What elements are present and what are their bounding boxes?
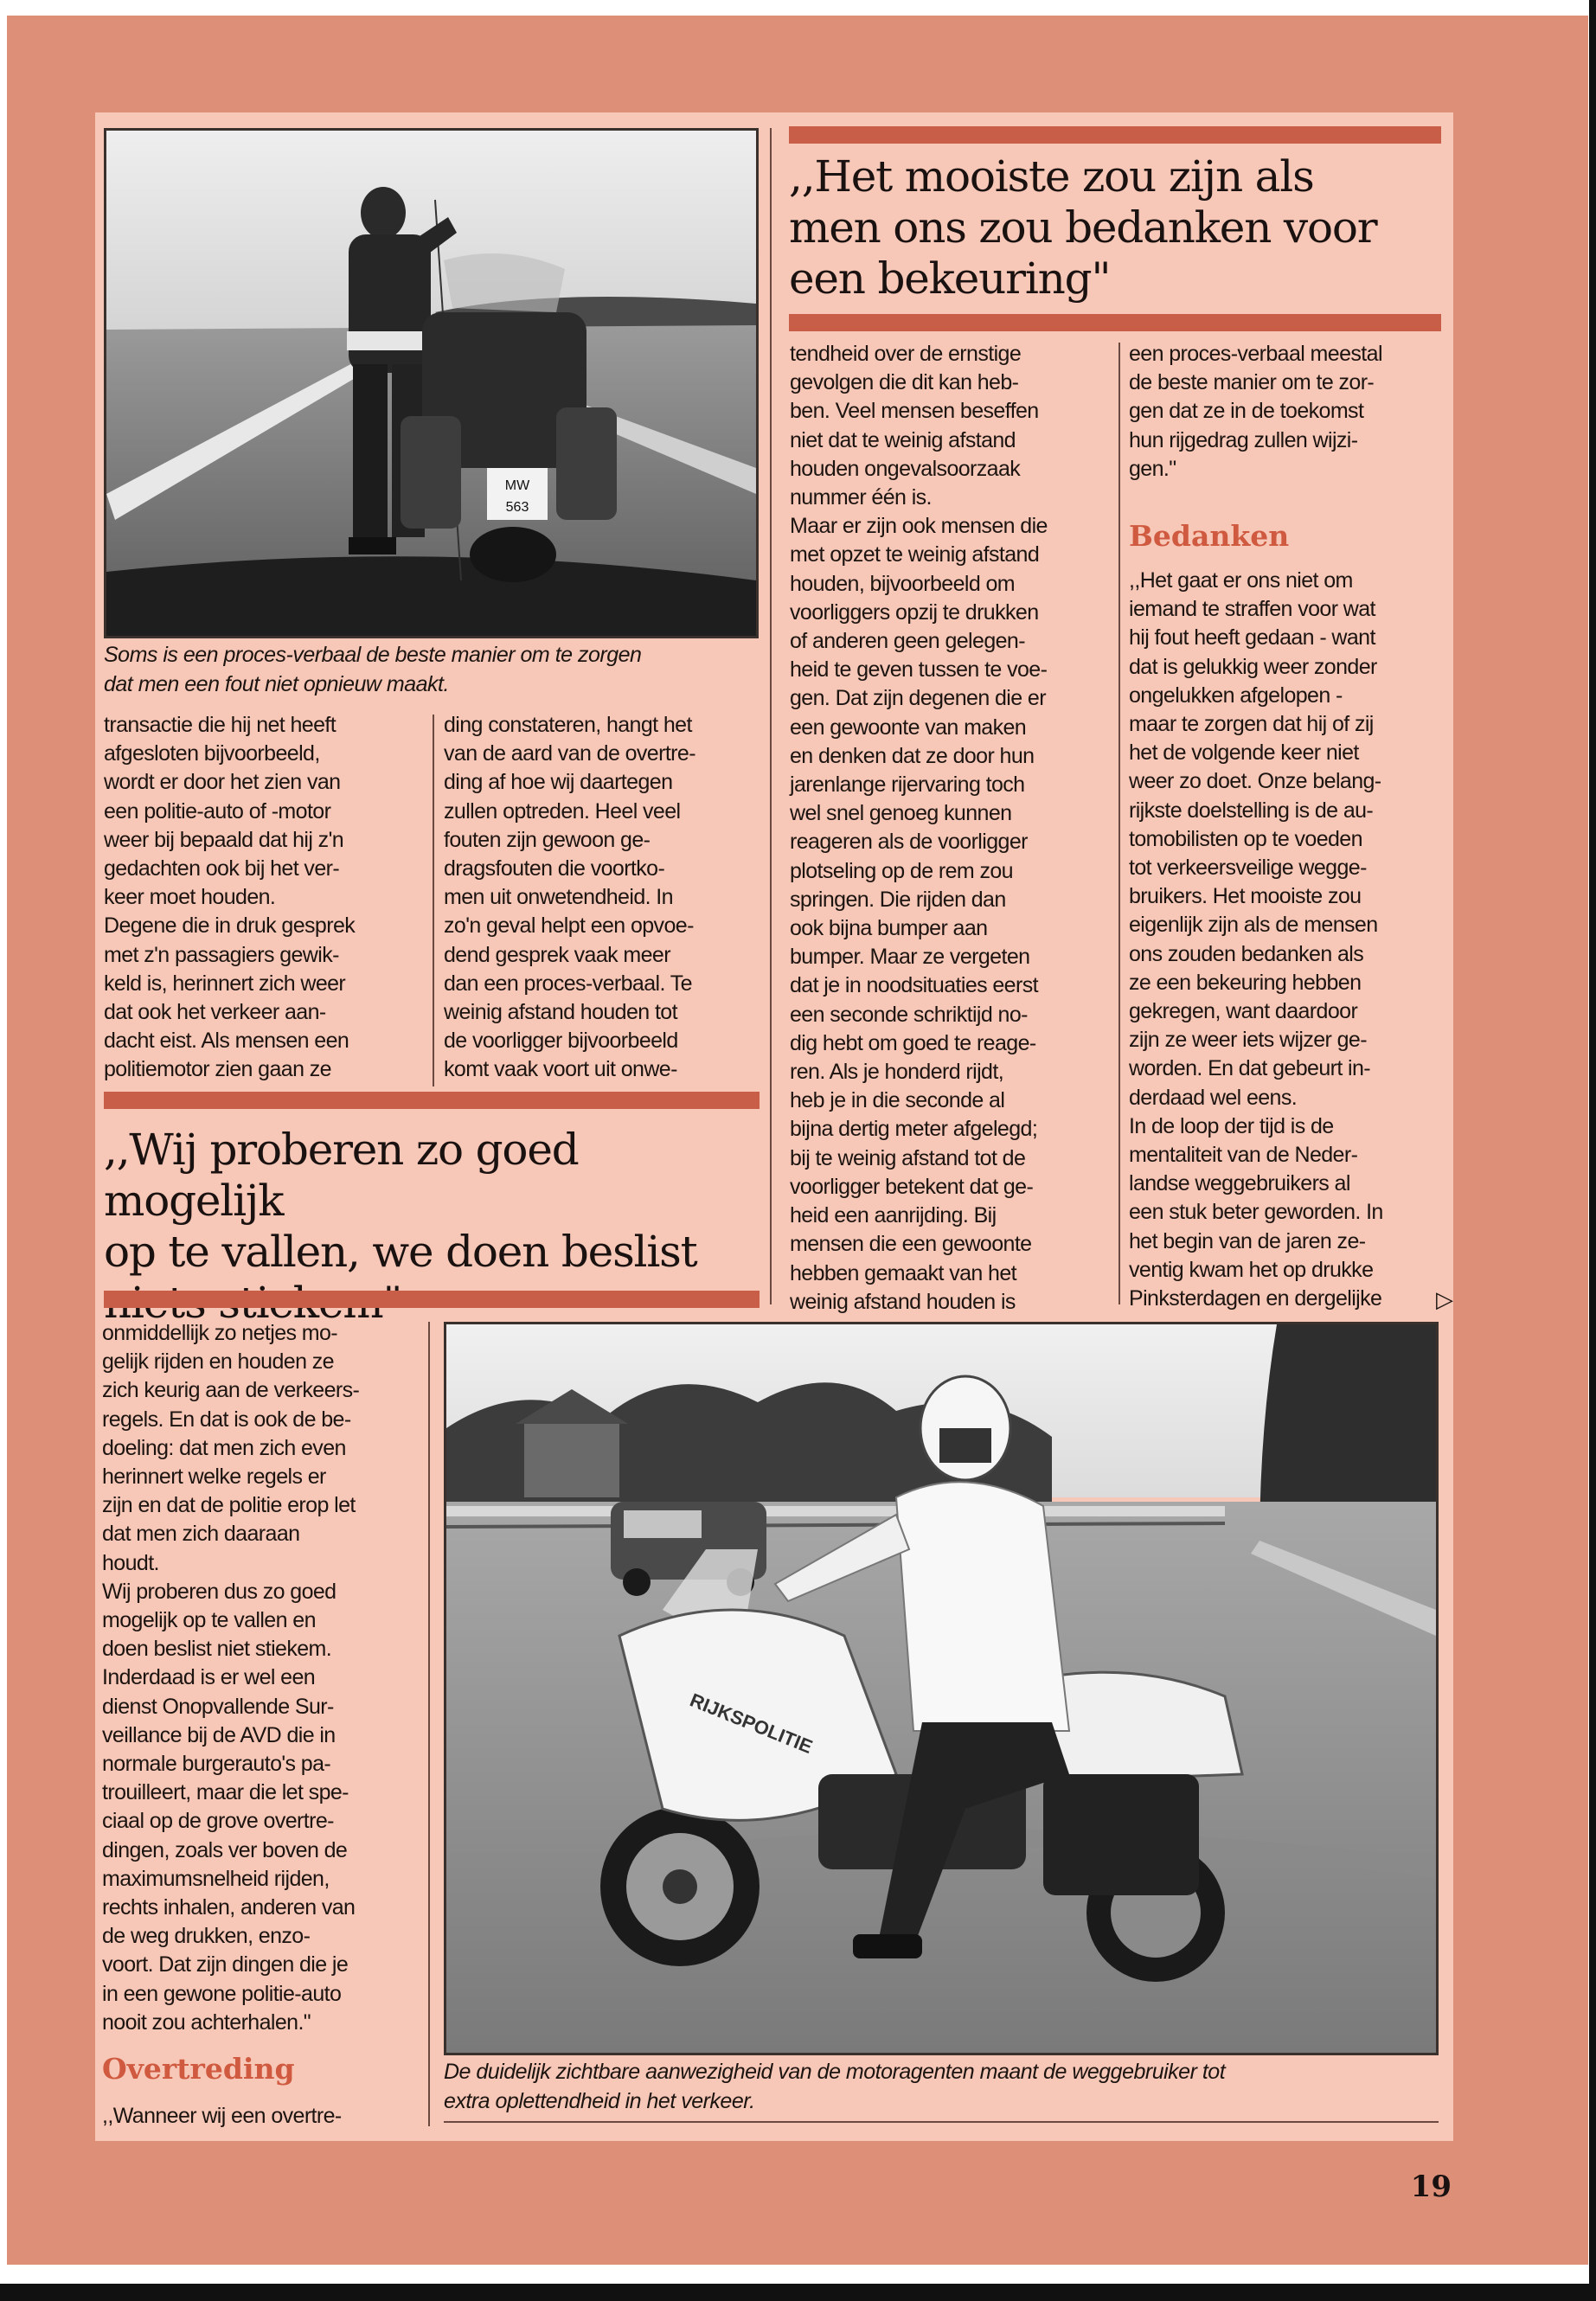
pullquote-stiekem: ,,Wij proberen zo goed mogelijk op te vallen, we doen beslist bbox=[104, 1125, 697, 1277]
column-a-top: transactie die hij net heeft afgesloten bijvoorbeeld, wordt er door het zien van een politie-auto of -motor weer bij bepaald dat hij z'n gedachten ook bij het ver- keer moet houden. Degene die in druk gesprek met z'n passagiers gewik- keld is, herinnert zich weer dat ook het verkeer aan- dacht eist. Als mensen een politiemotor zien gaan ze bbox=[104, 713, 356, 1082]
pullquote2-bottom-rule bbox=[104, 1291, 760, 1308]
pullquote1-bottom-rule bbox=[789, 314, 1441, 331]
subhead-bedanken: Bedanken bbox=[1129, 519, 1290, 553]
pullquote2-top-rule bbox=[104, 1092, 760, 1109]
pullquote1-top-rule bbox=[789, 126, 1441, 144]
pullquote-bedanken: ,,Het mooiste zou zijn als men ons zou bedanken voor een bekeuring" bbox=[789, 151, 1377, 304]
photo-officer-highway bbox=[104, 128, 759, 638]
caption-underline bbox=[444, 2121, 1439, 2123]
column-b-top: ding constateren, hangt het van de aard van de overtre- ding af hoe wij daartegen zullen optreden. Heel veel fouten zijn gewoon ge- dragsfouten die voortko- men uit onwetendheid. In zo'n geval helpt een opvoe- dend gesprek vaak meer dan een proces-verbaal. Te weinig afstand houden tot de voorligger bijvoorbeeld komt vaak voort uit onwe- bbox=[444, 713, 695, 1082]
photo-police-motorcycle bbox=[444, 1322, 1439, 2055]
license-plate-line1: MW bbox=[504, 478, 530, 493]
rider-motorcycle-illustration bbox=[446, 1324, 1436, 2053]
caption-top-photo: Soms is een proces-verbaal de beste manier om te zorgen dat men een fout niet opnieuw maakt. bbox=[104, 643, 642, 696]
page-number: 19 bbox=[1410, 2170, 1452, 2204]
caption-bottom-photo: De duidelijk zichtbare aanwezigheid van de motoragenten maant de weggebruiker tot extra oplettendheid in het verkeer. bbox=[444, 2060, 1226, 2113]
continue-arrow-icon: ▷ bbox=[1436, 1286, 1453, 1312]
column-a-last: ,,Wanneer wij een overtre- bbox=[102, 2104, 342, 2128]
divider-left-right bbox=[770, 128, 772, 1304]
column-a-bottom: onmiddellijk zo netjes mo- gelijk rijden en houden ze zich keurig aan de verkeers- regels. En dat is ook de be- doeling: dat men zich even herinnert welke regels er zijn en dat de politie erop let dat men zich daaraan houdt. Wij proberen dus zo goed mogelijk op te vallen en doen beslist niet stiekem. Inderdaad is er wel een dienst Onopvallende Sur- veillance bij de AVD die in normale burgerauto's pa- trouilleert, maar die let spe- ciaal op de grove overtre- dingen, zoals ver boven de maximumsnelheid rijden, rechts inhalen, anderen van de weg drukken, enzo- voort. Dat zijn dingen die je in een gewone politie-auto nooit zou achterhalen." bbox=[102, 1321, 360, 2035]
column-d-bottom: ,,Het gaat er ons niet om iemand te straffen voor wat hij fout heeft gedaan - want dat is gelukkig weer zonder ongelukken afgelopen - maar te zorgen dat hij of zij het de volgende keer niet weer zo doet. Onze belang- rijkste doelstelling is de au- tomobilisten op te voeden tot verkeersveilige wegge- bruikers. Het mooiste zou eigenlijk zijn als de mensen ons zouden bedanken als ze een bekeuring hebben gekregen, want daardoor zijn ze weer iets wijzer ge- worden. En dat gebeurt in- derdaad wel eens. In de loop der tijd is de mentaliteit van de Neder- landse weggebruikers al een stuk beter geworden. In het begin van de jaren ze- ventig kwam het op drukke Pinksterdagen en dergelijke bbox=[1129, 568, 1383, 1311]
scan-edge-bottom bbox=[0, 2284, 1596, 2301]
column-c: tendheid over de ernstige gevolgen die dit kan heb- ben. Veel mensen beseffen niet dat te weinig afstand houden ongevalsoorzaak nummer één is. Maar er zijn ook mensen die met opzet te weinig afstand houden, bijvoorbeeld om voorliggers opzij te drukken of anderen geen gelegen- heid te geven tussen te voe- gen. Dat zijn degenen die er een gewoonte van maken en denken dat ze door hun jarenlange rijervaring toch wel snel genoeg kunnen reageren als de voorligger plotseling op de rem zou springen. Die rijden dan ook bijna bumper aan bumper. Maar ze vergeten dat je in noodsituaties eerst een seconde schriktijd no- dig hebt om goed te reage- ren. Als je honderd rijdt, heb je in die seconde al bijna dertig meter afgelegd; bij te weinig afstand tot de voorligger betekent dat ge- heid een aanrijding. Bij mensen die een gewoonte hebben gemaakt van het weinig afstand houden is bbox=[790, 342, 1048, 1314]
subhead-overtreding: Overtreding bbox=[102, 2052, 295, 2086]
scan-edge-right bbox=[1589, 0, 1596, 2301]
column-d-top: een proces-verbaal meestal de beste manier om te zor- gen dat ze in de toekomst hun rijgedrag zullen wijzi- gen." bbox=[1129, 342, 1382, 481]
divider-bottom-left bbox=[428, 1322, 430, 2126]
fairing-label: RIJKSPOLITIE bbox=[687, 1689, 816, 1758]
officer-motorcycle-illustration bbox=[106, 131, 756, 636]
divider-ab-top bbox=[433, 715, 434, 1086]
divider-cd bbox=[1118, 343, 1120, 1304]
license-plate-line2: 563 bbox=[505, 500, 529, 515]
